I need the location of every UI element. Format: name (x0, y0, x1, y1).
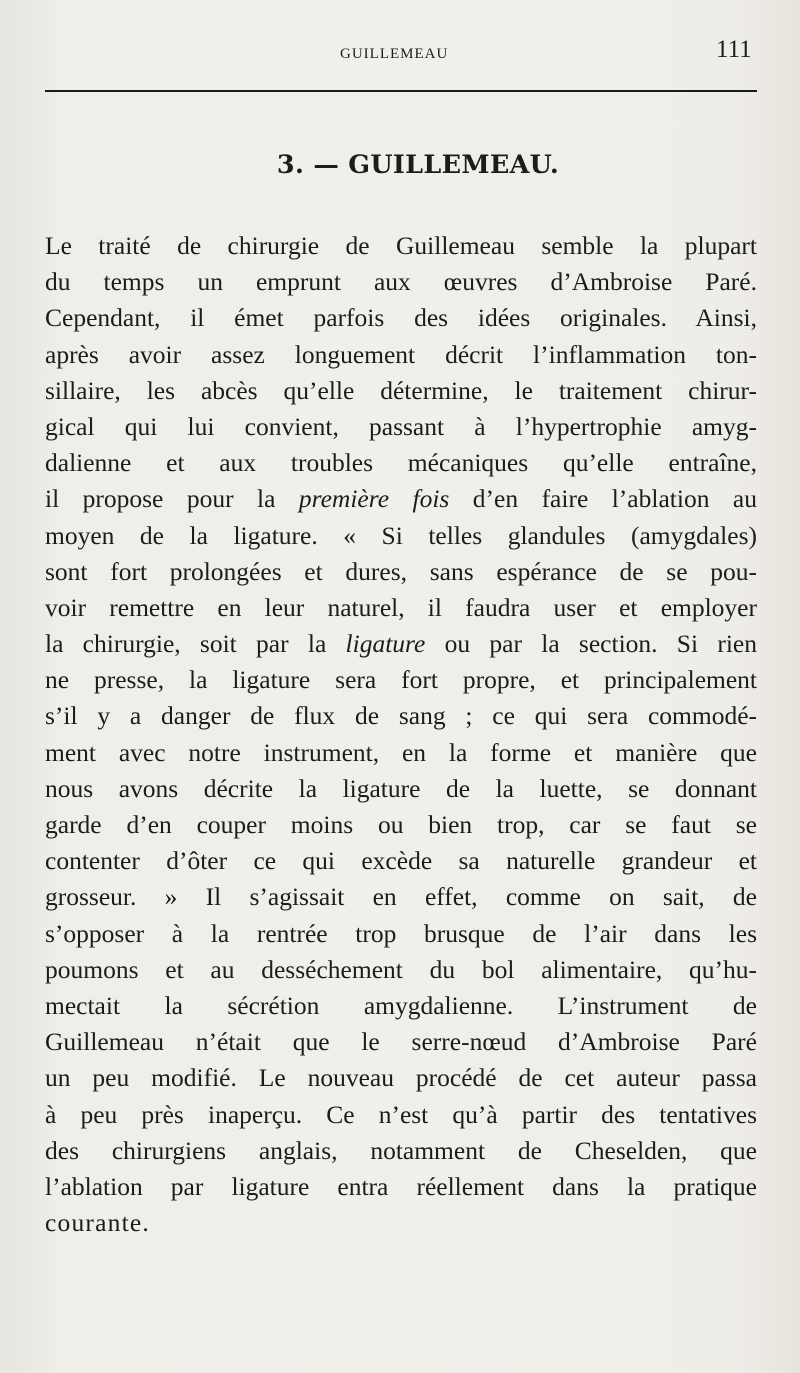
text-line: ment avec notre instrument, en la forme et manière que (45, 737, 757, 767)
running-head (0, 36, 800, 66)
section-heading: 3. — GUILLEMEAU. (276, 150, 560, 180)
text-line: du temps un emprunt aux œuvres d’Ambroise Paré. (45, 267, 757, 297)
page-number: 111 (716, 36, 752, 63)
text-run: la chirurgie, soit par la (45, 629, 346, 659)
text-line: moyen de la ligature. « Si telles glandules (amygdales) (45, 520, 757, 550)
italic-text-run: ligature (345, 629, 426, 659)
text-line: sillaire, les abcès qu’elle détermine, le traitement chirur- (45, 375, 757, 405)
text-line: s’opposer à la rentrée trop brusque de l’air dans les (45, 918, 757, 948)
text-line: l’ablation par ligature entra réellement dans la pratique (45, 1171, 757, 1201)
text-line: Guillemeau n’était que le serre-nœud d’Ambroise Paré (45, 1027, 757, 1057)
header-rule (45, 90, 757, 92)
text-line: Le traité de chirurgie de Guillemeau semble la plupart (45, 231, 757, 260)
text-line: un peu modifié. Le nouveau procédé de cet auteur passa (45, 1063, 757, 1093)
text-line: nous avons décrite la ligature de la luette, se donnant (45, 773, 757, 803)
text-line: à peu près inaperçu. Ce n’est qu’à partir des tentatives (45, 1099, 757, 1129)
text-run: d’en faire l’ablation au (449, 484, 757, 514)
text-run: ou par la section. Si rien (425, 629, 757, 659)
text-line: grosseur. » Il s’agissait en effet, comme on sait, de (45, 882, 757, 912)
text-line: Cependant, il émet parfois des idées originales. Ainsi, (45, 303, 757, 333)
text-line (45, 481, 757, 517)
running-title: GUILLEMEAU (340, 46, 449, 62)
text-line (45, 626, 757, 662)
text-line: garde d’en couper moins ou bien trop, car se faut se (45, 810, 757, 839)
text-run: il propose pour la (45, 484, 299, 514)
text-line: mectait la sécrétion amygdalienne. L’instrument de (45, 990, 757, 1020)
body-paragraph (45, 228, 757, 1241)
text-line: courante. (45, 1208, 150, 1238)
text-line: poumons et au desséchement du bol alimentaire, qu’hu- (45, 954, 757, 984)
text-line: s’il y a danger de flux de sang ; ce qui sera commodé- (45, 701, 757, 731)
text-line: sont fort prolongées et dures, sans espérance de se pou- (45, 556, 757, 586)
italic-text-run: première fois (298, 484, 450, 514)
text-line: contenter d’ôter ce qui excède sa naturelle grandeur et (45, 846, 757, 876)
text-line: voir remettre en leur naturel, il faudra user et employer (45, 592, 757, 622)
text-line: après avoir assez longuement décrit l’inflammation ton- (45, 339, 757, 369)
text-line: dalienne et aux troubles mécaniques qu’elle entraîne, (45, 448, 757, 478)
text-line: gical qui lui convient, passant à l’hypertrophie amyg- (45, 411, 757, 441)
text-line: ne presse, la ligature sera fort propre, et principalement (45, 665, 757, 695)
text-line: des chirurgiens anglais, notamment de Cheselden, que (45, 1135, 757, 1165)
